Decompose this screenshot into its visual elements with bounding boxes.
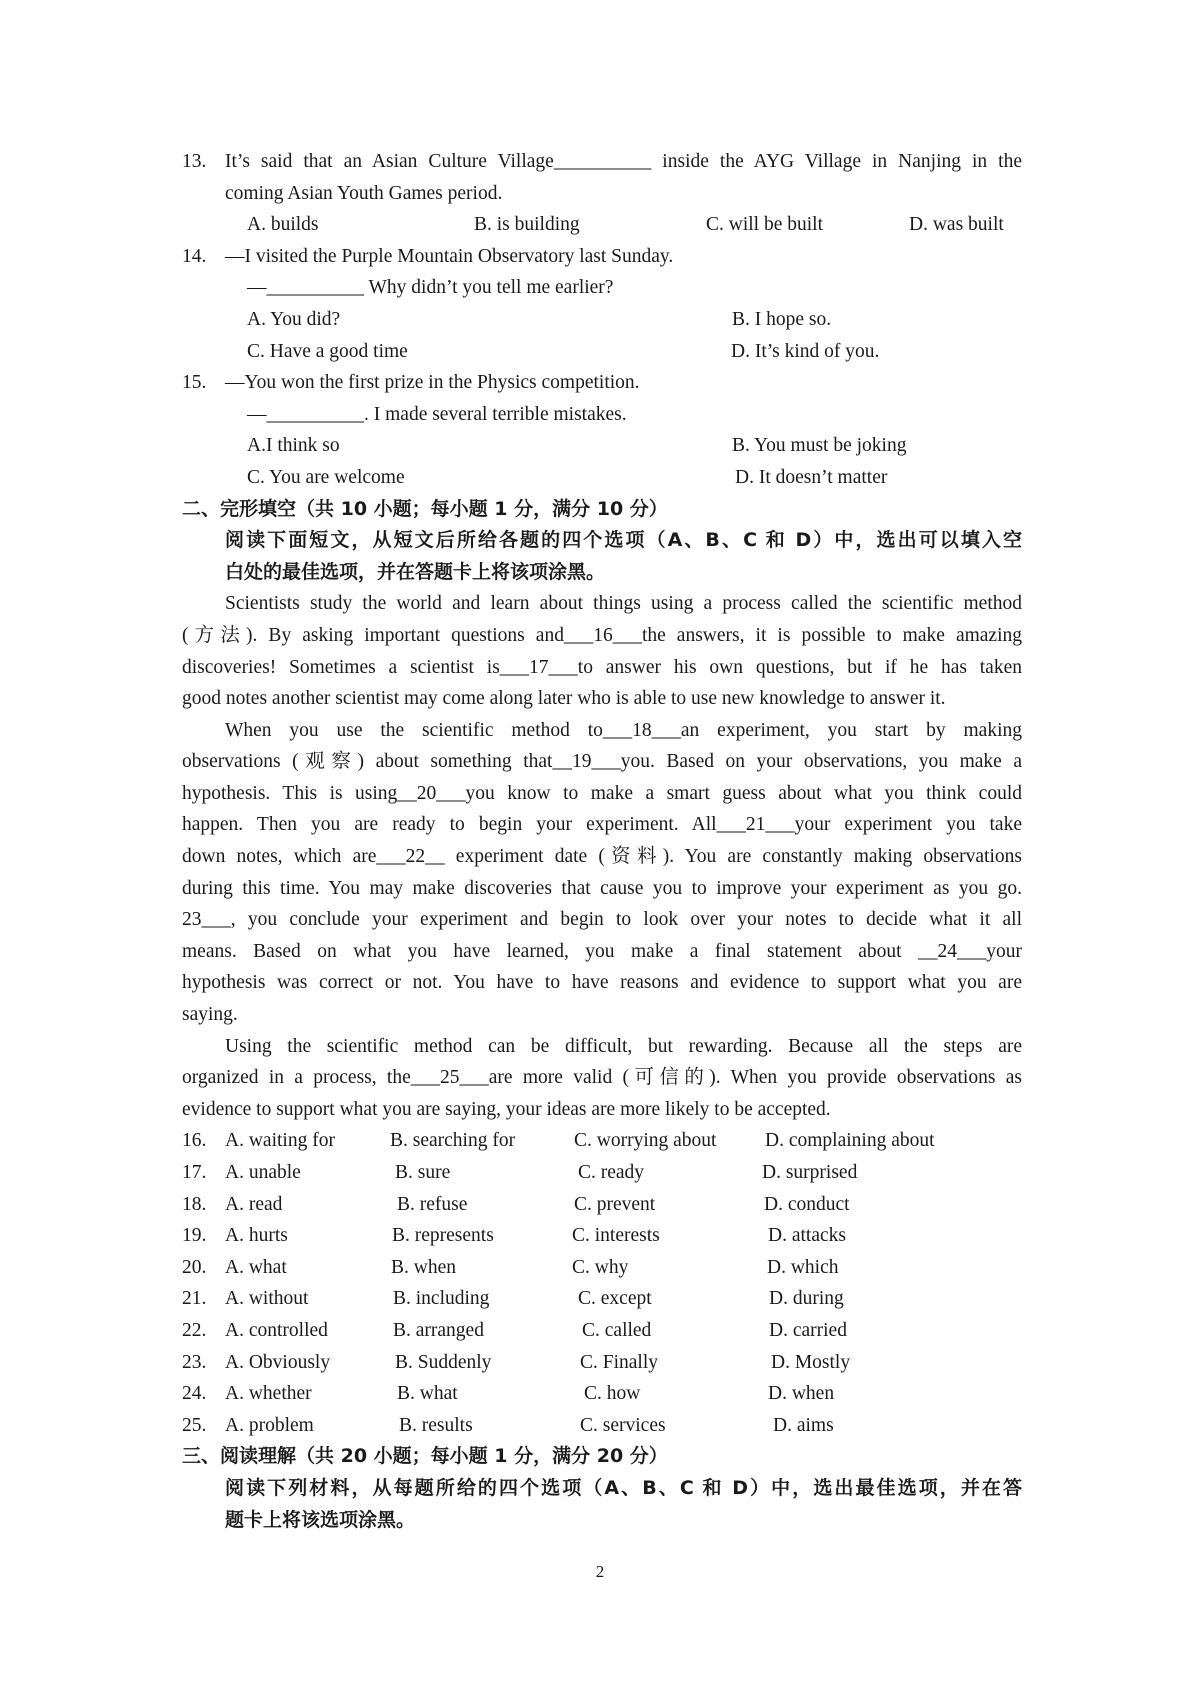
- option-b: B. You must be joking: [732, 435, 907, 457]
- section-3-instructions: 阅读下列材料，从每题所给的四个选项（A、B、C 和 D）中，选出最佳选项，并在答: [225, 1476, 1022, 1499]
- passage-text: hypothesis. This is using__20___you know to make a smart guess about what you think could: [182, 782, 1022, 804]
- option-d: D. surprised: [762, 1162, 858, 1183]
- option-b: B. I hope so.: [732, 308, 832, 330]
- passage-line: [182, 620, 1022, 652]
- question-number: 23.: [182, 1351, 207, 1373]
- section-2-title: 二、完形填空（共 10 小题；每小题 1 分，满分 10 分）: [182, 497, 668, 520]
- passage-line: [182, 809, 1022, 841]
- option-c: C. how: [584, 1383, 641, 1405]
- passage-line: [182, 999, 1022, 1031]
- passage-text: When you use the scientific method to___18___an experiment, you start by making: [225, 719, 1022, 741]
- option-c: C. services: [580, 1414, 666, 1436]
- cloze-question-24: [182, 1378, 1022, 1410]
- passage-text: saying.: [182, 1004, 238, 1026]
- option-d: D. aims: [773, 1414, 834, 1436]
- option-a: A. problem: [225, 1414, 314, 1436]
- option-a: A. waiting for: [225, 1130, 335, 1152]
- option-c: C. will be built: [706, 214, 823, 236]
- option-b: B. arranged: [393, 1319, 484, 1341]
- passage-text: good notes another scientist may come along later who is able to use new knowledge to answer it.: [182, 688, 946, 710]
- page-number: 2: [595, 1562, 605, 1581]
- question-number: 14.: [182, 245, 207, 267]
- cloze-question-21: [182, 1283, 1022, 1315]
- passage-line: [182, 904, 1022, 936]
- options-row: [182, 430, 1022, 462]
- passage-line: [182, 683, 1022, 715]
- option-d: D. when: [768, 1383, 835, 1405]
- question-number: 13.: [182, 151, 207, 172]
- option-b: B. Suddenly: [395, 1351, 492, 1373]
- cloze-question-16: [182, 1125, 1022, 1157]
- passage-line: [182, 715, 1022, 747]
- option-a: A. Obviously: [225, 1351, 331, 1373]
- option-a: A. what: [225, 1256, 287, 1278]
- option-c: C. Finally: [580, 1351, 659, 1373]
- passage-line: [182, 1062, 1022, 1094]
- passage-text: Scientists study the world and learn about things using a process called the scientific method: [225, 593, 1022, 615]
- cloze-question-25: [182, 1410, 1022, 1442]
- question-number: 19.: [182, 1225, 207, 1247]
- passage-text: happen. Then you are ready to begin your experiment. All___21___your experiment you take: [182, 814, 1022, 836]
- question-number: 22.: [182, 1319, 207, 1341]
- question-stem: It’s said that an Asian Culture Village__________ inside the AYG Village in Nanjing in the: [225, 151, 1022, 172]
- passage-text: means. Based on what you have learned, you make a final statement about __24___your: [182, 940, 1022, 962]
- option-a: A. hurts: [225, 1225, 288, 1247]
- passage-text: (方法). By asking important questions and___16___the answers, it is possible to make amazing: [182, 624, 1022, 646]
- passage-line: [182, 1094, 1022, 1126]
- option-c: C. except: [578, 1288, 652, 1310]
- option-b: B. including: [393, 1288, 490, 1310]
- options-row: [182, 336, 1022, 368]
- question-number: 21.: [182, 1288, 207, 1310]
- passage-text: evidence to support what you are saying, your ideas are more likely to be accepted.: [182, 1098, 831, 1120]
- option-b: B. searching for: [390, 1130, 516, 1152]
- passage-text: during this time. You may make discoveries that cause you to improve your experiment as you go.: [182, 877, 1022, 899]
- option-a: A. whether: [225, 1383, 312, 1405]
- question-stem-continued: coming Asian Youth Games period.: [225, 182, 503, 204]
- passage-text: down notes, which are___22__ experiment date (资料). You are constantly making observations: [182, 846, 1022, 868]
- passage-text: 23___, you conclude your experiment and begin to look over your notes to decide what it all: [182, 909, 1022, 931]
- cloze-question-20: [182, 1252, 1022, 1284]
- question-number: 16.: [182, 1130, 207, 1152]
- section-3-title: 三、阅读理解（共 20 小题；每小题 1 分，满分 20 分）: [182, 1445, 668, 1468]
- question-number: 20.: [182, 1256, 207, 1278]
- option-d: D. It’s kind of you.: [731, 340, 880, 362]
- options-row: [182, 462, 1022, 494]
- passage-line: [182, 936, 1022, 968]
- option-d: D. It doesn’t matter: [735, 466, 888, 488]
- option-d: D. conduct: [764, 1193, 850, 1215]
- option-c: C. You are welcome: [247, 466, 405, 488]
- option-a: A. controlled: [225, 1319, 328, 1341]
- cloze-question-19: [182, 1220, 1022, 1252]
- option-c: C. ready: [578, 1162, 645, 1183]
- passage-text: observations (观察) about something that__19___you. Based on your observations, you make a: [182, 751, 1022, 773]
- passage-text: Using the scientific method can be difficult, but rewarding. Because all the steps are: [225, 1035, 1022, 1057]
- options-row: [182, 304, 1022, 336]
- option-c: C. worrying about: [574, 1130, 717, 1152]
- passage-line: [182, 841, 1022, 873]
- option-c: C. Have a good time: [247, 340, 408, 362]
- option-d: D. carried: [769, 1319, 847, 1341]
- question-13: [182, 146, 1022, 178]
- option-c: C. prevent: [574, 1193, 656, 1215]
- passage-line: [182, 588, 1022, 620]
- question-response: —__________ Why didn’t you tell me earlier?: [247, 277, 614, 299]
- cloze-question-17: [182, 1157, 1022, 1189]
- passage-text: organized in a process, the___25___are more valid (可信的). When you provide observations as: [182, 1067, 1022, 1089]
- option-a: A. builds: [247, 214, 319, 236]
- passage-line: [182, 1031, 1022, 1063]
- option-d: D. Mostly: [771, 1351, 851, 1373]
- exam-page: [182, 146, 1022, 1536]
- option-c: C. why: [572, 1256, 629, 1278]
- cloze-question-23: [182, 1347, 1022, 1379]
- option-c: C. interests: [572, 1225, 660, 1247]
- option-d: D. complaining about: [765, 1130, 935, 1152]
- option-d: D. which: [767, 1256, 839, 1278]
- passage-line: [182, 778, 1022, 810]
- question-number: 15.: [182, 372, 207, 394]
- option-b: B. results: [399, 1414, 473, 1436]
- option-a: A. read: [225, 1193, 283, 1215]
- passage-text: hypothesis was correct or not. You have to have reasons and evidence to support what you are: [182, 972, 1022, 994]
- passage-line: [182, 652, 1022, 684]
- passage-line: [182, 873, 1022, 905]
- cloze-question-22: [182, 1315, 1022, 1347]
- section-2-instructions-continued: 白处的最佳选项，并在答题卡上将该项涂黑。: [225, 560, 606, 583]
- option-b: B. represents: [392, 1225, 494, 1247]
- question-stem: —I visited the Purple Mountain Observatory last Sunday.: [225, 245, 674, 267]
- option-b: B. when: [391, 1256, 456, 1278]
- question-15: [182, 367, 1022, 399]
- option-a: A. unable: [225, 1162, 301, 1183]
- option-a: A. You did?: [247, 308, 341, 330]
- question-number: 25.: [182, 1414, 207, 1436]
- option-b: B. refuse: [397, 1193, 468, 1215]
- option-a: A.I think so: [247, 435, 340, 457]
- question-14: [182, 241, 1022, 273]
- question-number: 17.: [182, 1162, 207, 1183]
- option-b: B. sure: [395, 1162, 451, 1183]
- section-2-instructions: 阅读下面短文，从短文后所给各题的四个选项（A、B、C 和 D）中，选出可以填入空: [225, 529, 1022, 552]
- cloze-options: [182, 1125, 1022, 1441]
- question-response: —__________. I made several terrible mistakes.: [247, 403, 627, 425]
- passage-text: discoveries! Sometimes a scientist is___17___to answer his own questions, but if he has taken: [182, 656, 1022, 678]
- cloze-question-18: [182, 1189, 1022, 1221]
- option-c: C. called: [582, 1319, 652, 1341]
- passage-line: [182, 967, 1022, 999]
- option-d: D. was built: [909, 214, 1004, 236]
- question-stem: —You won the first prize in the Physics competition.: [225, 372, 640, 394]
- cloze-passage: [182, 588, 1022, 1125]
- option-b: B. what: [397, 1383, 458, 1405]
- option-b: B. is building: [474, 214, 580, 236]
- question-number: 18.: [182, 1193, 207, 1215]
- option-d: D. during: [769, 1288, 844, 1310]
- option-a: A. without: [225, 1288, 309, 1310]
- option-d: D. attacks: [768, 1225, 846, 1247]
- question-number: 24.: [182, 1383, 207, 1405]
- options-row: [182, 209, 1022, 241]
- section-3-instructions-continued: 题卡上将该选项涂黑。: [225, 1508, 416, 1531]
- passage-line: [182, 746, 1022, 778]
